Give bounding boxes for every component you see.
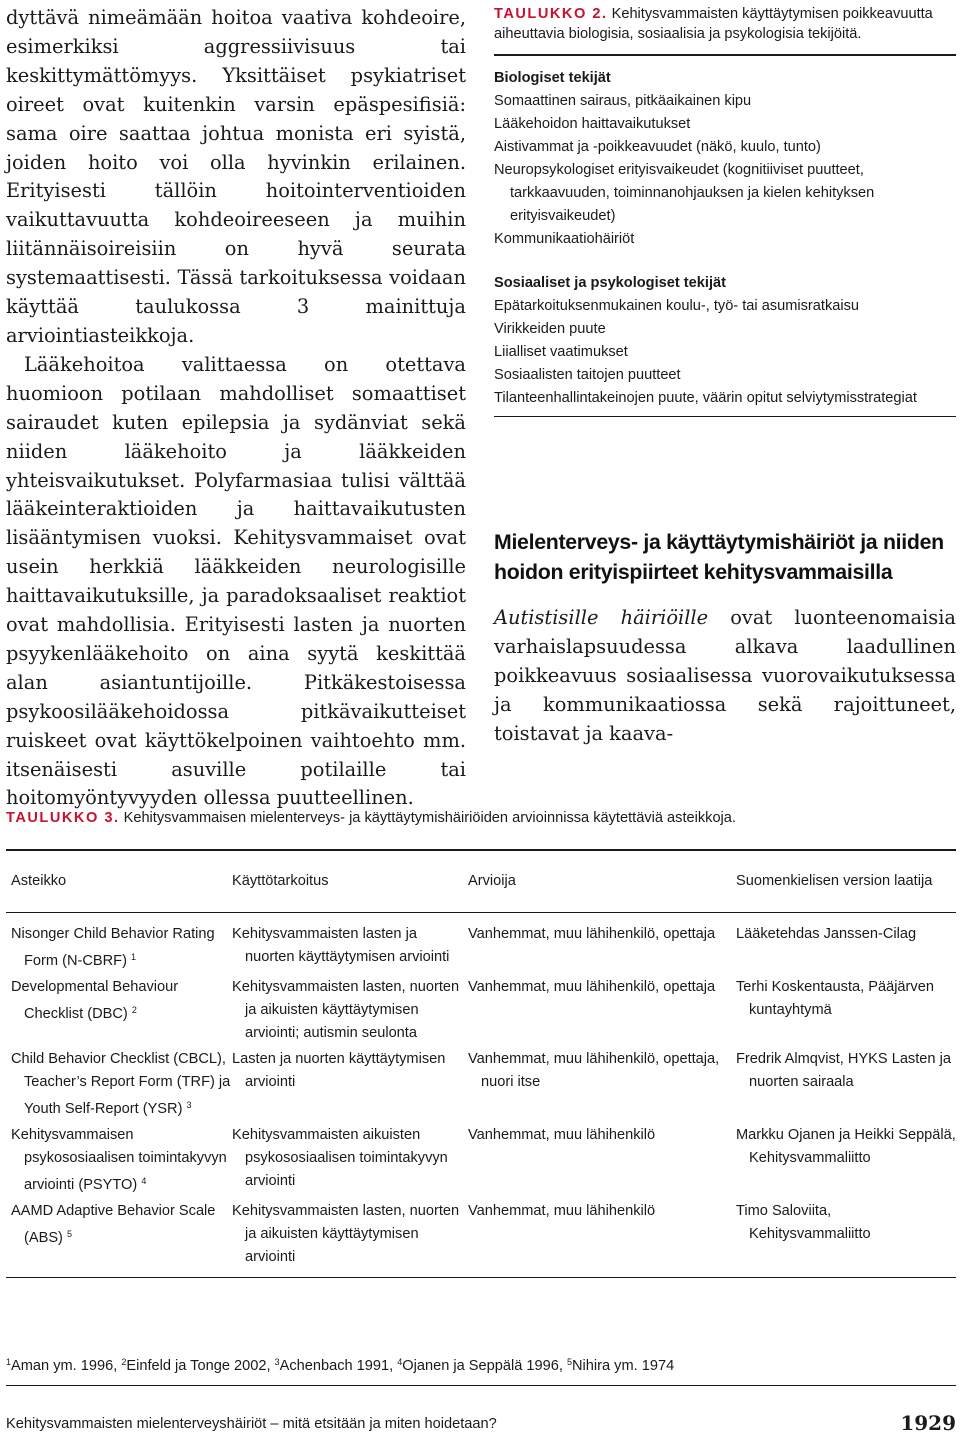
- footnote-number: 5: [566, 1357, 572, 1367]
- list-item: Kommunikaatiohäiriöt: [494, 231, 635, 247]
- footer-rule: [6, 1385, 956, 1386]
- cell-author: Fredrik Almqvist, HYKS Lasten ja nuorten sairaala: [736, 1051, 951, 1090]
- cell-rater: Vanhemmat, muu lähihenkilö, opettaja: [468, 979, 716, 995]
- section-heading-mental-health: Mielenterveys- ja käyttäytymishäiriöt ja niiden hoidon erityispiirteet kehitysvammaisilla: [494, 530, 944, 584]
- body-paragraph-2: Lääkehoitoa valittaessa on otettava huomioon potilaan mahdolliset somaattiset sairaudet kuten epilepsia ja sydänviat sekä niiden lääkehoito ja lääkkeiden yhteisvaikutukset. Polyfarmasiaa tulisi välttää lääkeinteraktioiden ja haittavaikutusten lisääntymisen vuoksi. Kehitysvammaiset ovat usein herkkiä lääkkeiden neurologisille haittavaikutuksille, ja paradoksaaliset reaktiot ovat mahdollisia. Erityisesti lasten ja nuorten psyykenlääkehoito on aina syytä keskittää alan asiantuntijoille. Pitkäkestoisessa psykoosilääkehoidossa pitkävaikutteiset ruiskeet ovat käyttökelpoinen vaihtoehto mm. itsenäisesti asuville potilaille tai hoitomyöntyvyyden ollessa puutteellinen.: [6, 352, 466, 810]
- cell-purpose: Lasten ja nuorten käyttäytymisen arviointi: [232, 1051, 446, 1090]
- table-row: [6, 1124, 956, 1197]
- cell-purpose: Kehitysvammaisten aikuisten psykososiaalisen toimintakyvyn arviointi: [232, 1127, 448, 1189]
- column-header-scale: Asteikko: [11, 873, 67, 889]
- reference-marker: 4: [141, 1176, 147, 1186]
- section-heading: Biologiset tekijät: [494, 70, 611, 86]
- cell-author: Lääketehdas Janssen-Cilag: [736, 926, 917, 942]
- list-item: Virikkeiden puute: [494, 321, 606, 337]
- list-item: Aistivammat ja -poikkeavuudet (näkö, kuulo, tunto): [494, 139, 821, 155]
- running-title: Kehitysvammaisten mielenterveyshäiriöt – mitä etsitään ja miten hoidetaan?: [6, 1416, 497, 1432]
- table-row: [6, 1048, 956, 1121]
- cell-purpose: Kehitysvammaisten lasten, nuorten ja aikuisten käyttäytymisen arviointi; autismin seulonta: [232, 979, 460, 1041]
- footnote-number: 1: [6, 1357, 12, 1367]
- section-heading: Sosiaaliset ja psykologiset tekijät: [494, 275, 726, 291]
- table-3-caption: [6, 808, 956, 828]
- column-header-purpose: Käyttötarkoitus: [232, 873, 329, 889]
- scale-name: Developmental Behaviour Checklist (DBC): [11, 979, 179, 1022]
- reference-marker: 3: [186, 1100, 192, 1110]
- autism-emphasis: Autistisille häiriöille: [494, 606, 709, 629]
- cell-scale: [6, 976, 232, 1045]
- footnote-text: Ojanen ja Seppälä 1996,: [402, 1358, 567, 1374]
- list-item: Tilanteenhallintakeinojen puute, väärin opitut selviytymisstrategiat: [494, 390, 917, 406]
- table-2-bottom-rule: [494, 416, 956, 417]
- scale-name: AAMD Adaptive Behavior Scale (ABS): [11, 1203, 216, 1246]
- footnote-text: Achenbach 1991,: [279, 1358, 398, 1374]
- column-header-rater: Arvioija: [468, 873, 516, 889]
- cell-rater: Vanhemmat, muu lähihenkilö: [468, 1203, 656, 1219]
- table-3-caption-text: Kehitysvammaisen mielenterveys- ja käyttäytymishäiriöiden arvioinnissa käytettäviä asteikkoja.: [123, 810, 736, 826]
- cell-scale: [6, 923, 232, 973]
- cell-author: Terhi Koskentausta, Pääjärven kuntayhtymä: [736, 979, 934, 1018]
- cell-scale: [6, 1048, 232, 1121]
- cell-rater: Vanhemmat, muu lähihenkilö, opettaja: [468, 926, 716, 942]
- table-3: [6, 849, 956, 1278]
- list-item: Sosiaalisten taitojen puutteet: [494, 367, 681, 383]
- autism-paragraph: [494, 604, 956, 749]
- table-2-label: TAULUKKO 2.: [494, 6, 608, 22]
- footnote-text: Nihira ym. 1974: [572, 1358, 675, 1374]
- table-2: [494, 4, 956, 417]
- table-3-label: TAULUKKO 3.: [6, 810, 120, 826]
- cell-rater: Vanhemmat, muu lähihenkilö: [468, 1127, 656, 1143]
- list-item: Neuropsykologiset erityisvaikeudet (kognitiiviset puutteet, tarkkaavuuden, toiminnanohjauksen ja kielen kehityksen erityisvaikeudet): [494, 162, 875, 224]
- footnote-text: Aman ym. 1996,: [11, 1358, 122, 1374]
- table-2-caption-text: Kehitysvammaisten käyttäytymisen poikkeavuutta aiheuttavia biologisia, sosiaalisia ja psykologisia tekijöitä.: [494, 6, 933, 42]
- scale-name: Kehitysvammaisen psykososiaalisen toimintakyvyn arviointi (PSYTO): [11, 1127, 227, 1193]
- cell-author: Timo Saloviita, Kehitysvammaliitto: [736, 1203, 871, 1242]
- table-3-footnotes: [6, 1352, 674, 1376]
- cell-scale: [6, 1200, 232, 1269]
- cell-author: Markku Ojanen ja Heikki Seppälä, Kehitysvammaliitto: [736, 1127, 956, 1166]
- left-column: [6, 4, 466, 813]
- column-header-author: Suomenkielisen version laatija: [736, 873, 933, 889]
- scale-name: Child Behavior Checklist (CBCL), Teacher’s Report Form (TRF) ja Youth Self-Report (YSR): [11, 1051, 231, 1117]
- footnote-text: Einfeld ja Tonge 2002,: [126, 1358, 275, 1374]
- table-row: [6, 1200, 956, 1269]
- cell-purpose: Kehitysvammaisten lasten ja nuorten käyttäytymisen arviointi: [232, 926, 450, 965]
- table-2-section-social: [494, 272, 956, 410]
- cell-scale: [6, 1124, 232, 1197]
- reference-marker: 2: [131, 1005, 137, 1015]
- page-number: 1929: [900, 1411, 956, 1435]
- table-body: [6, 913, 956, 1277]
- reference-marker: 5: [66, 1229, 72, 1239]
- list-item: Lääkehoidon haittavaikutukset: [494, 116, 691, 132]
- body-paragraph-1: dyttävä nimeämään hoitoa vaativa kohdeoire, esimerkiksi aggressiivisuus tai keskittymättömyys. Yksittäiset psykiatriset oireet ovat kuitenkin varsin epäspesifisiä: sama oire saattaa johtua monista eri syistä, joiden hoito voi olla hyvinkin erilainen. Erityisesti tällöin hoitointerventioiden vaikuttavuutta kohdeoireeseen ja muihin liitännäisoireisiin on hyvä seurata systemaattisesti. Tässä tarkoituksessa voidaan käyttää taulukossa 3 mainittuja arviointiasteikkoja.: [6, 6, 466, 347]
- list-item: Epätarkoituksenmukainen koulu-, työ- tai asumisratkaisu: [494, 298, 860, 314]
- cell-purpose: Kehitysvammaisten lasten, nuorten ja aikuisten käyttäytymisen arviointi: [232, 1203, 460, 1265]
- table-row: [6, 923, 956, 973]
- table-2-section-biological: [494, 67, 956, 251]
- table-2-caption: [494, 4, 956, 56]
- footnote-number: 4: [397, 1357, 403, 1367]
- scale-name: Nisonger Child Behavior Rating Form (N-CBRF): [11, 926, 215, 969]
- reference-marker: 1: [131, 952, 137, 962]
- list-item: Liialliset vaatimukset: [494, 344, 628, 360]
- list-item: Somaattinen sairaus, pitkäaikainen kipu: [494, 93, 752, 109]
- cell-rater: Vanhemmat, muu lähihenkilö, opettaja, nuori itse: [468, 1051, 720, 1090]
- table-header-row: [6, 851, 956, 913]
- footnote-number: 2: [121, 1357, 127, 1367]
- autism-text: ovat luonteenomaisia varhaislapsuudessa alkava laadullinen poikkeavuus sosiaalisessa vuorovaikutuksessa ja kommunikaatiossa sekä rajoittuneet, toistavat ja kaava-: [494, 606, 956, 745]
- table-row: [6, 976, 956, 1045]
- footnote-number: 3: [274, 1357, 280, 1367]
